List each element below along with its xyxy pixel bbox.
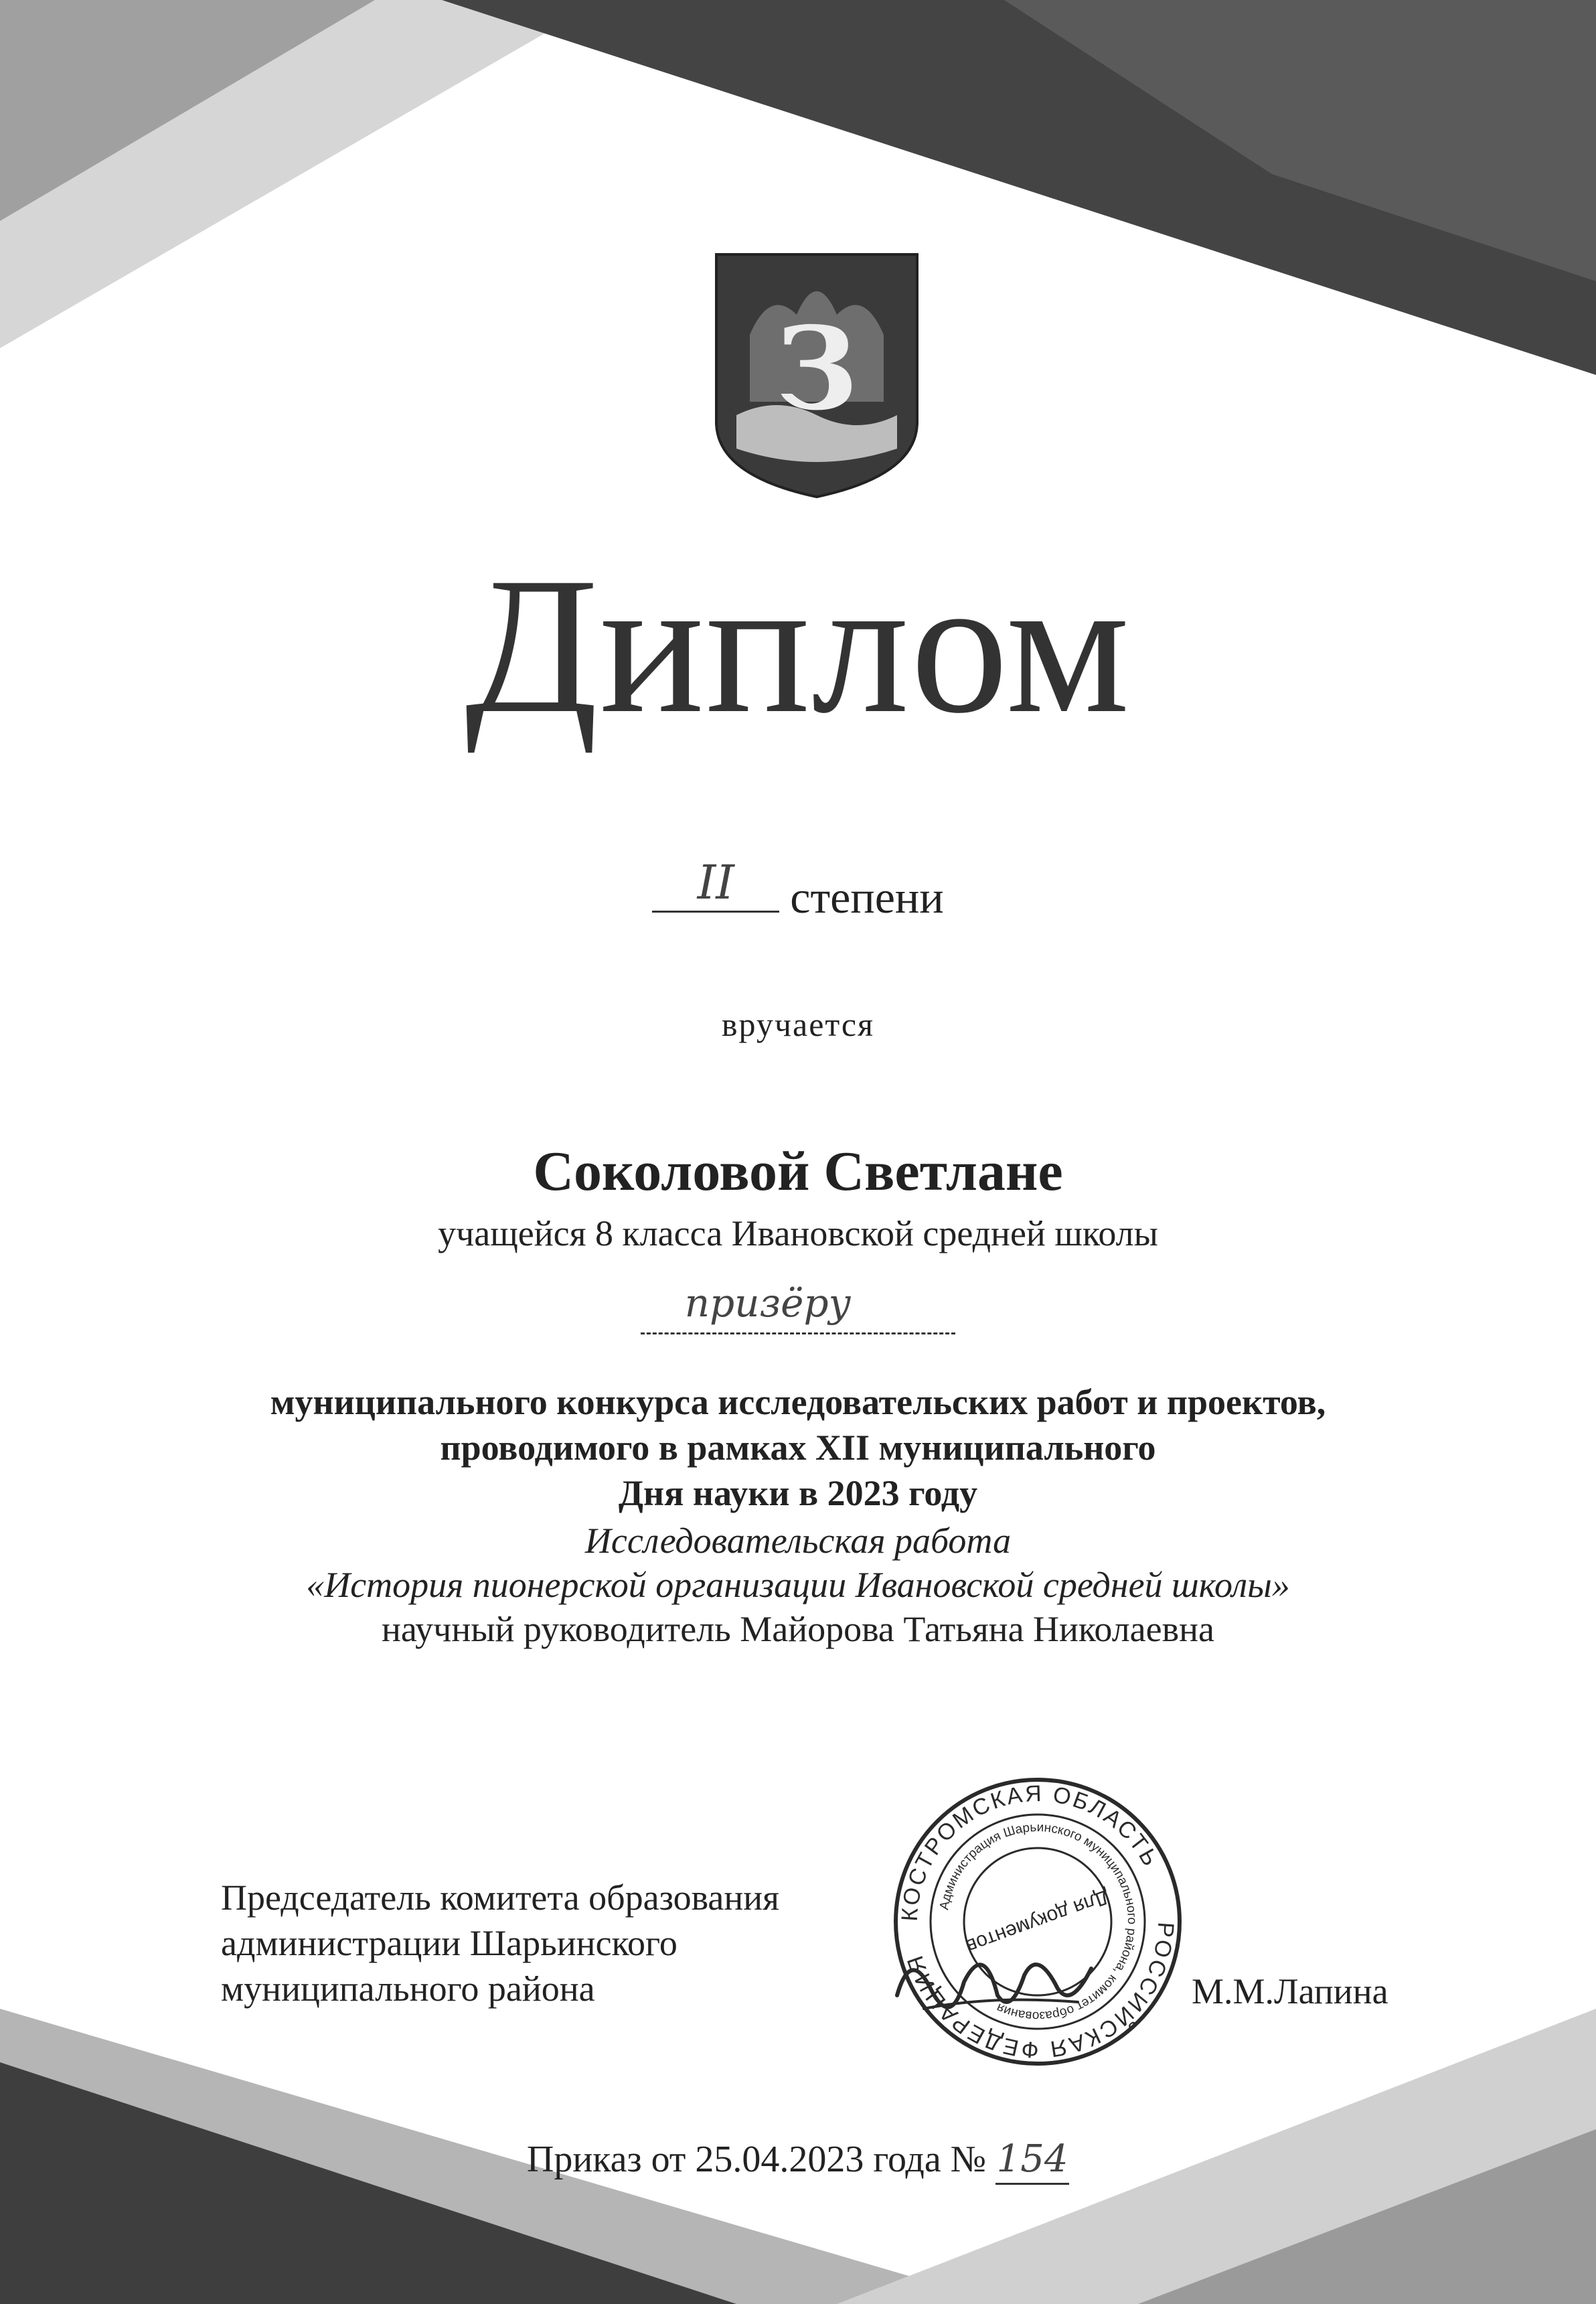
coat-of-arms-icon: [710, 248, 924, 502]
signatory-name: М.М.Лапина: [1192, 1971, 1388, 2011]
diploma-title: Диплом: [465, 538, 1131, 754]
awarded-label: вручается: [721, 1006, 875, 1043]
student-info: учащейся 8 класса Ивановской средней школы: [438, 1213, 1158, 1253]
degree-label: степени: [790, 872, 944, 923]
contest-description: [0, 1379, 1596, 1516]
contest-line: проводимого в рамках XII муниципального: [440, 1428, 1156, 1468]
signatory-position-line: Председатель комитета образования: [221, 1877, 779, 1918]
status-line: [0, 1280, 1596, 1348]
contest-line: муниципального конкурса исследовательских работ и проектов,: [270, 1382, 1326, 1422]
status-blank: [641, 1280, 955, 1334]
signatory-position: [221, 1875, 779, 2011]
contest-line: Дня науки в 2023 году: [618, 1473, 978, 1513]
stamp-inner-path: Администрация Шарьинского муниципального района, комитет образования: [937, 1820, 1139, 2023]
order-number-handwritten: 154: [995, 2136, 1069, 2185]
status-handwritten: призёру: [684, 1280, 852, 1326]
work-title: «История пионерской организации Ивановской средней школы»: [306, 1565, 1290, 1605]
order-text: Приказ от 25.04.2023 года №: [526, 2139, 987, 2180]
work-label: Исследовательская работа: [584, 1521, 1012, 1561]
stamp-center: Для документов: [963, 1885, 1113, 1958]
degree-blank: [652, 855, 779, 913]
stamp-outer-top-path: РОССИЙСКАЯ ФЕДЕРАЦИЯ: [902, 1921, 1179, 2063]
signature-icon: [884, 1922, 1105, 2029]
degree-line: [0, 855, 1596, 924]
signatory-position-line: администрации Шарьинского: [221, 1923, 677, 1963]
order-line: [0, 2136, 1596, 2185]
supervisor: научный руководитель Майорова Татьяна Николаевна: [382, 1609, 1214, 1649]
emblem-letter: З: [775, 302, 858, 436]
work-block: [0, 1519, 1596, 1607]
degree-handwritten: II: [697, 855, 734, 910]
recipient-name: Соколовой Светлане: [533, 1140, 1063, 1203]
signatory-position-line: муниципального района: [221, 1969, 595, 2009]
stamp-outer-right-path: КОСТРОМСКАЯ ОБЛАСТЬ: [896, 1780, 1164, 1922]
